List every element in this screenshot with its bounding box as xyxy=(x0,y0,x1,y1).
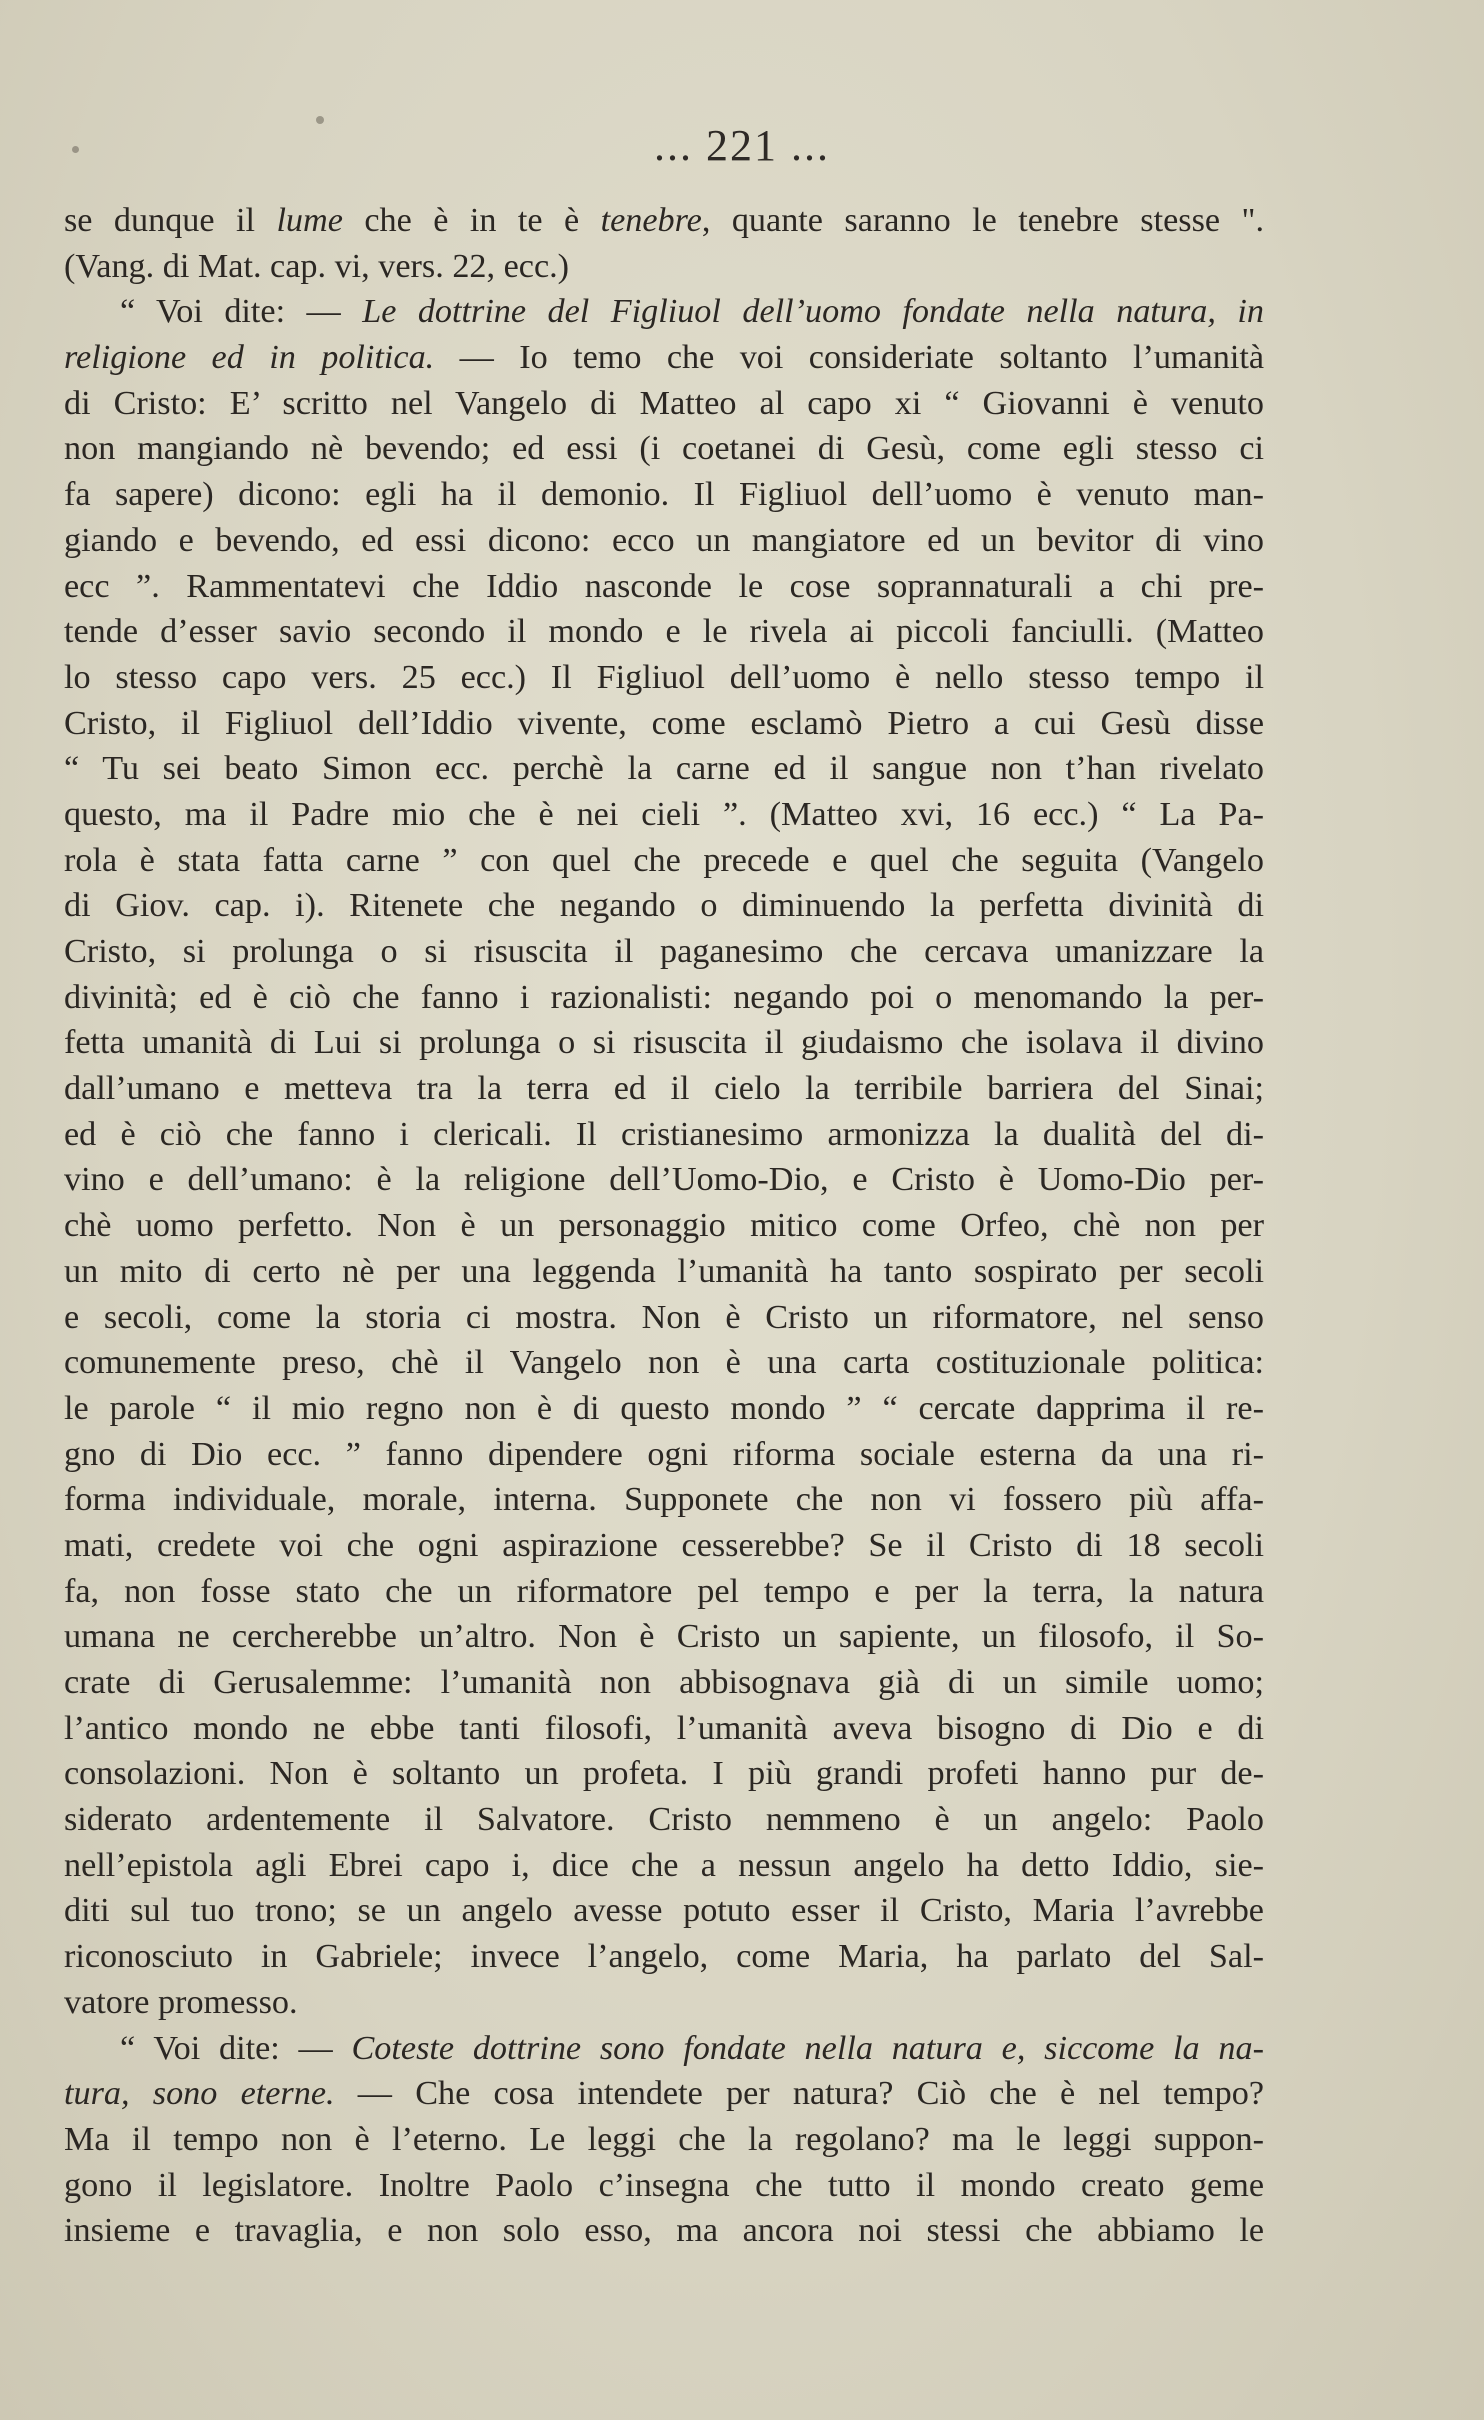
text-segment: consolazioni. Non è soltanto un profeta. I più grandi profeti hanno pur de- xyxy=(64,1755,1264,1793)
text-line xyxy=(64,1295,1264,1341)
text-line xyxy=(64,1843,1264,1889)
text-line xyxy=(64,198,1264,244)
text-line xyxy=(64,975,1264,1021)
text-line xyxy=(64,472,1264,518)
text-line xyxy=(64,883,1264,929)
text-segment: questo, ma il Padre mio che è nei cieli ”. (Matteo xvi, 16 ecc.) “ La Pa- xyxy=(64,795,1264,833)
text-line xyxy=(64,2163,1264,2209)
text-segment: fa sapere) dicono: egli ha il demonio. Il Figliuol dell’uomo è venuto man- xyxy=(64,476,1264,514)
text-line xyxy=(64,1249,1264,1295)
text-line xyxy=(64,335,1264,381)
text-line xyxy=(64,1797,1264,1843)
text-segment: gno di Dio ecc. ” fanno dipendere ogni riforma sociale esterna da una ri- xyxy=(64,1435,1264,1473)
text-line xyxy=(64,244,1264,290)
text-segment: — Io temo che voi consideriate soltanto l’umanità xyxy=(434,339,1264,377)
text-line xyxy=(64,518,1264,564)
text-line xyxy=(64,381,1264,427)
text-segment: diti sul tuo trono; se un angelo avesse potuto esser il Cristo, Maria l’avrebbe xyxy=(64,1892,1264,1930)
text-line xyxy=(64,1020,1264,1066)
text-line xyxy=(64,1980,1264,2026)
italic-text: lume xyxy=(276,202,343,239)
text-line xyxy=(64,2117,1264,2163)
italic-text: Coteste dottrine sono fondate nella natura e, siccome la na- xyxy=(351,2029,1264,2067)
text-segment: , quante saranno le tenebre stesse ". xyxy=(701,202,1264,239)
text-segment: rola è stata fatta carne ” con quel che precede e quel che seguita (Vangelo xyxy=(64,841,1264,879)
text-segment: l’antico mondo ne ebbe tanti filosofi, l’umanità aveva bisogno di Dio e di xyxy=(64,1709,1264,1747)
text-line xyxy=(64,1432,1264,1478)
text-segment: comunemente preso, chè il Vangelo non è una carta costituzionale politica: xyxy=(64,1344,1264,1382)
text-line xyxy=(64,701,1264,747)
italic-text: tura, sono eterne. xyxy=(64,2075,335,2113)
text-segment: ecc ”. Rammentatevi che Iddio nasconde le cose soprannaturali a chi pre- xyxy=(64,567,1264,605)
text-segment: vatore promesso. xyxy=(64,1983,298,2021)
text-segment: tende d’esser savio secondo il mondo e le rivela ai piccoli fanciulli. (Matteo xyxy=(64,613,1264,651)
text-segment: le parole “ il mio regno non è di questo mondo ” “ cercate dapprima il re- xyxy=(64,1389,1264,1427)
body-text xyxy=(64,198,1264,2254)
text-segment: non mangiando nè bevendo; ed essi (i coetanei di Gesù, come egli stesso ci xyxy=(64,430,1264,468)
text-line xyxy=(64,2071,1264,2117)
text-segment: di Cristo: E’ scritto nel Vangelo di Matteo al capo xi “ Giovanni è venuto xyxy=(64,384,1264,422)
text-line xyxy=(64,1660,1264,1706)
text-line xyxy=(64,1157,1264,1203)
text-segment: “ Tu sei beato Simon ecc. perchè la carne ed il sangue non t’han rivelato xyxy=(64,750,1264,788)
text-line xyxy=(64,838,1264,884)
text-line xyxy=(64,746,1264,792)
text-line xyxy=(64,1706,1264,1752)
italic-text: religione ed in politica. xyxy=(64,339,435,377)
text-segment: e secoli, come la storia ci mostra. Non è Cristo un riformatore, nel senso xyxy=(64,1298,1264,1336)
text-segment: ed è ciò che fanno i clericali. Il cristianesimo armonizza la dualità del di- xyxy=(64,1115,1264,1153)
text-segment: giando e bevendo, ed essi dicono: ecco un mangiatore ed un bevitor di vino xyxy=(64,521,1264,559)
text-line xyxy=(64,792,1264,838)
text-line xyxy=(64,564,1264,610)
text-line xyxy=(64,1066,1264,1112)
text-segment: — Che cosa intendete per natura? Ciò che è nel tempo? xyxy=(334,2075,1264,2113)
text-segment: Cristo, il Figliuol dell’Iddio vivente, come esclamò Pietro a cui Gesù disse xyxy=(64,704,1264,742)
text-segment: siderato ardentemente il Salvatore. Cristo nemmeno è un angelo: Paolo xyxy=(64,1801,1264,1839)
text-line xyxy=(64,1934,1264,1980)
italic-text: Le dottrine del Figliuol dell’uomo fondate nella natura, in xyxy=(362,293,1264,331)
text-segment: se dunque il xyxy=(64,202,277,239)
text-segment: umana ne cercherebbe un’altro. Non è Cristo un sapiente, un filosofo, il So- xyxy=(64,1618,1264,1656)
text-line xyxy=(64,1523,1264,1569)
text-segment: “ Voi dite: — xyxy=(120,2029,352,2067)
text-line xyxy=(64,1112,1264,1158)
text-segment: vino e dell’umano: è la religione dell’Uomo-Dio, e Cristo è Uomo-Dio per- xyxy=(64,1161,1264,1199)
italic-text: tenebre xyxy=(600,202,702,239)
text-segment: fa, non fosse stato che un riformatore pel tempo e per la terra, la natura xyxy=(64,1572,1264,1610)
text-line xyxy=(64,1477,1264,1523)
text-segment: nell’epistola agli Ebrei capo i, dice che a nessun angelo ha detto Iddio, sie- xyxy=(64,1846,1264,1884)
text-segment: un mito di certo nè per una leggenda l’umanità ha tanto sospirato per secoli xyxy=(64,1252,1264,1290)
text-line xyxy=(64,1569,1264,1615)
text-line xyxy=(64,1614,1264,1660)
text-line xyxy=(64,1888,1264,1934)
text-segment: gono il legislatore. Inoltre Paolo c’insegna che tutto il mondo creato geme xyxy=(64,2166,1264,2204)
text-segment: lo stesso capo vers. 25 ecc.) Il Figliuol dell’uomo è nello stesso tempo il xyxy=(64,658,1264,696)
text-segment: insieme e travaglia, e non solo esso, ma ancora noi stessi che abbiamo le xyxy=(64,2212,1264,2250)
text-line xyxy=(64,2208,1264,2254)
text-line xyxy=(64,426,1264,472)
text-line xyxy=(64,2026,1264,2072)
text-segment: (Vang. di Mat. cap. vi, vers. 22, ecc.) xyxy=(64,247,570,285)
text-segment: dall’umano e metteva tra la terra ed il cielo la terribile barriera del Sinai; xyxy=(64,1070,1264,1108)
text-line xyxy=(64,609,1264,655)
text-segment: “ Voi dite: — xyxy=(120,293,363,331)
text-segment: mati, credete voi che ogni aspirazione cesserebbe? Se il Cristo di 18 secoli xyxy=(64,1526,1264,1564)
text-line xyxy=(64,1340,1264,1386)
page-number: ... 221 ... xyxy=(654,121,830,170)
text-line xyxy=(64,929,1264,975)
text-segment: che è in te è xyxy=(342,202,601,239)
text-line xyxy=(64,289,1264,335)
text-segment: riconosciuto in Gabriele; invece l’angelo, come Maria, ha parlato del Sal- xyxy=(64,1938,1264,1976)
text-line xyxy=(64,1751,1264,1797)
text-segment: Cristo, si prolunga o si risuscita il paganesimo che cercava umanizzare la xyxy=(64,933,1264,970)
text-segment: crate di Gerusalemme: l’umanità non abbisognava già di un simile uomo; xyxy=(64,1664,1264,1701)
text-segment: divinità; ed è ciò che fanno i razionalisti: negando poi o menomando la per- xyxy=(64,978,1264,1016)
text-line xyxy=(64,1386,1264,1432)
text-line xyxy=(64,655,1264,701)
text-segment: forma individuale, morale, interna. Supponete che non vi fossero più affa- xyxy=(64,1481,1264,1519)
text-segment: di Giov. cap. i). Ritenete che negando o diminuendo la perfetta divinità di xyxy=(64,887,1264,925)
text-line xyxy=(64,1203,1264,1249)
text-segment: chè uomo perfetto. Non è un personaggio mitico come Orfeo, chè non per xyxy=(64,1207,1264,1245)
text-segment: fetta umanità di Lui si prolunga o si risuscita il giudaismo che isolava il divino xyxy=(64,1024,1264,1062)
text-segment: Ma il tempo non è l’eterno. Le leggi che la regolano? ma le leggi suppon- xyxy=(64,2120,1264,2158)
